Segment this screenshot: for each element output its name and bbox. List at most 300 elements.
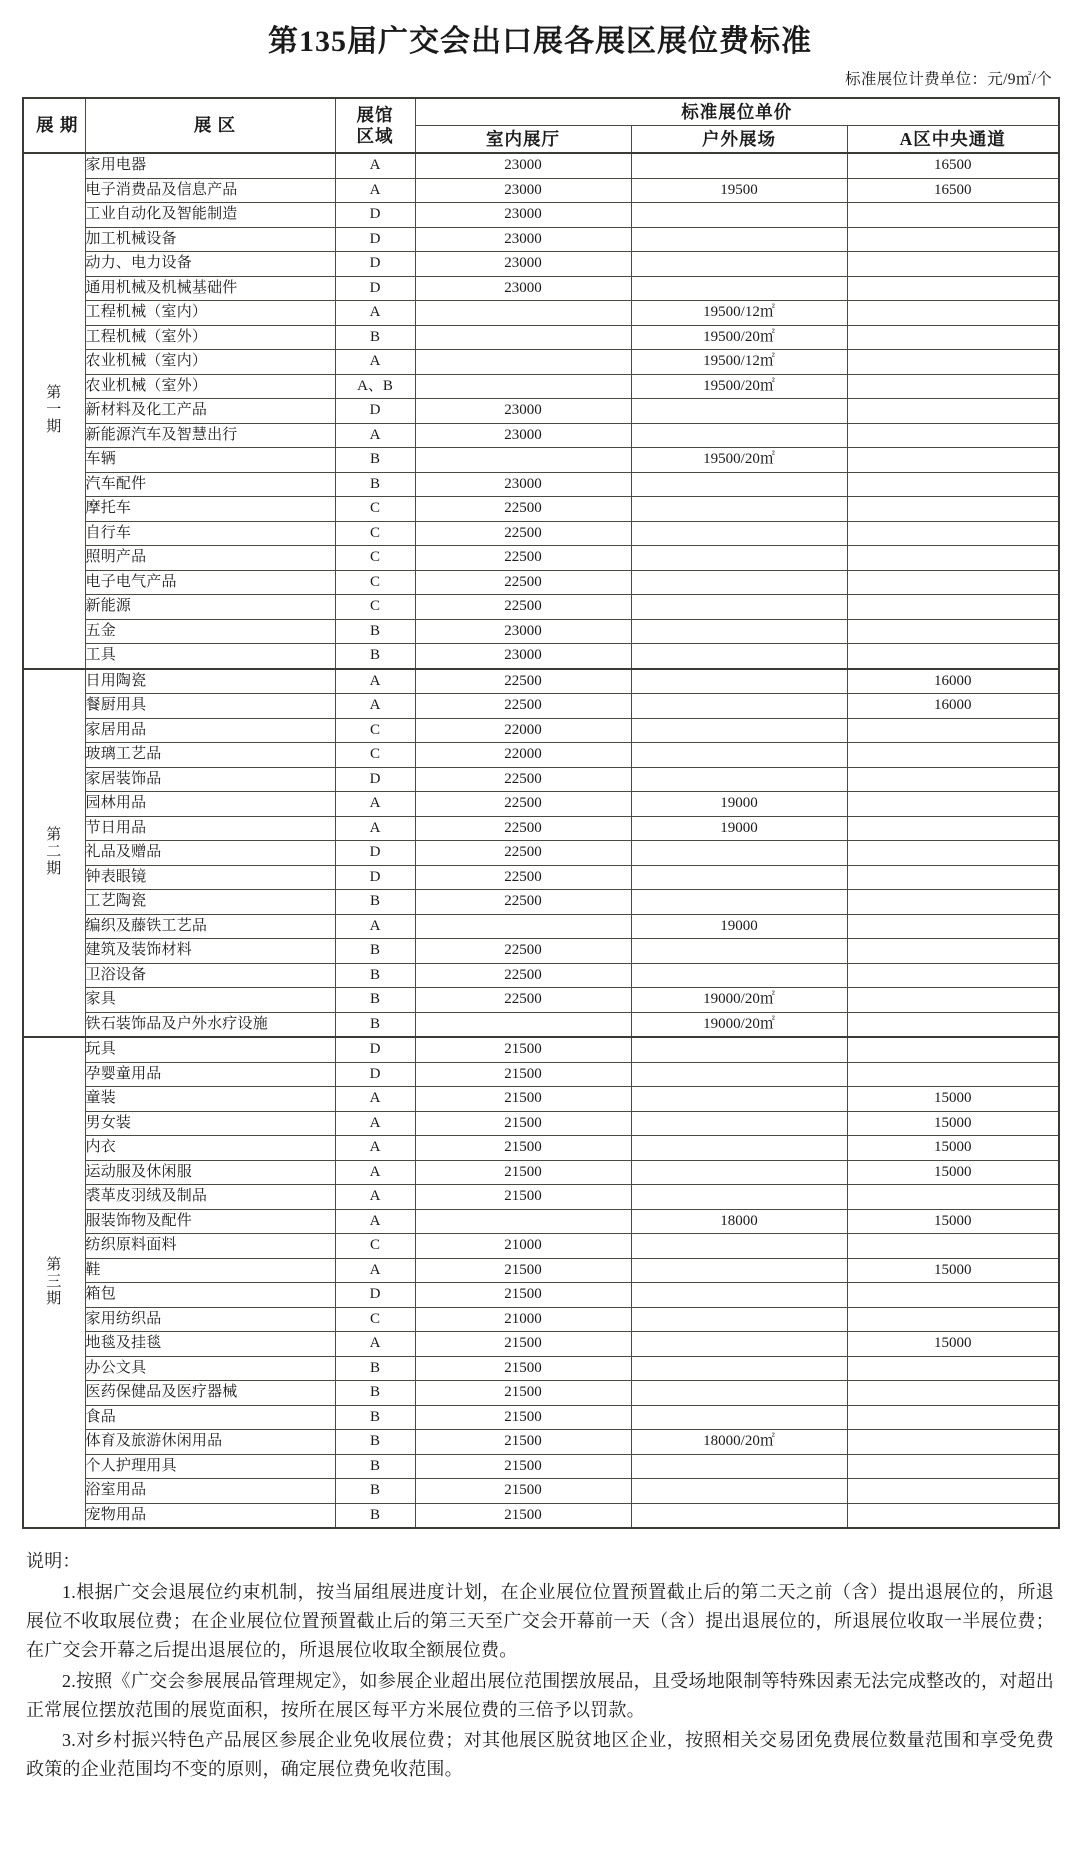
hall-area-cell: B (335, 1356, 415, 1381)
central-price-cell (847, 1307, 1059, 1332)
central-price-cell: 16000 (847, 694, 1059, 719)
table-body (23, 153, 1059, 1528)
indoor-price-cell: 21500 (415, 1332, 631, 1357)
indoor-price-cell: 23000 (415, 276, 631, 301)
hall-area-cell: A (335, 1258, 415, 1283)
outdoor-price-cell (631, 1062, 847, 1087)
hall-area-cell: A (335, 1332, 415, 1357)
central-price-cell (847, 227, 1059, 252)
indoor-price-cell: 22500 (415, 570, 631, 595)
table-row (23, 1087, 1059, 1112)
central-price-cell (847, 1062, 1059, 1087)
indoor-price-cell: 22500 (415, 792, 631, 817)
zone-cell: 宠物用品 (85, 1503, 335, 1528)
zone-cell: 加工机械设备 (85, 227, 335, 252)
indoor-price-cell: 21500 (415, 1503, 631, 1528)
table-row (23, 1185, 1059, 1210)
indoor-price-cell: 21500 (415, 1454, 631, 1479)
unit-note: 标准展位计费单位：元/9㎡/个 (845, 71, 1052, 88)
zone-cell: 日用陶瓷 (85, 669, 335, 694)
table-row (23, 963, 1059, 988)
indoor-price-cell: 21500 (415, 1430, 631, 1455)
central-price-cell (847, 914, 1059, 939)
outdoor-price-cell (631, 767, 847, 792)
hall-area-cell: A (335, 1185, 415, 1210)
zone-cell: 办公文具 (85, 1356, 335, 1381)
zone-cell: 家具 (85, 988, 335, 1013)
table-row (23, 497, 1059, 522)
hall-area-cell: A (335, 1209, 415, 1234)
central-price-cell (847, 890, 1059, 915)
notes-title: 说明： (26, 1551, 81, 1571)
outdoor-price-cell (631, 546, 847, 571)
page-title: 第135届广交会出口展各展区展位费标准 (268, 25, 812, 58)
notes-list (26, 1578, 1054, 1784)
table-row (23, 423, 1059, 448)
zone-cell: 照明产品 (85, 546, 335, 571)
outdoor-price-cell (631, 472, 847, 497)
outdoor-price-cell (631, 1283, 847, 1308)
outdoor-price-cell: 19500 (631, 178, 847, 203)
outdoor-price-cell (631, 1234, 847, 1259)
central-price-cell: 15000 (847, 1111, 1059, 1136)
indoor-price-cell: 21000 (415, 1307, 631, 1332)
outdoor-price-cell (631, 595, 847, 620)
zone-cell: 新能源汽车及智慧出行 (85, 423, 335, 448)
indoor-price-cell: 22000 (415, 718, 631, 743)
central-price-cell: 15000 (847, 1136, 1059, 1161)
zone-cell: 农业机械（室外） (85, 374, 335, 399)
table-row (23, 914, 1059, 939)
zone-cell: 地毯及挂毯 (85, 1332, 335, 1357)
outdoor-price-cell (631, 1185, 847, 1210)
indoor-price-cell: 23000 (415, 178, 631, 203)
table-row (23, 792, 1059, 817)
zone-cell: 工艺陶瓷 (85, 890, 335, 915)
zone-cell: 家居装饰品 (85, 767, 335, 792)
central-price-cell (847, 841, 1059, 866)
zone-cell: 裘革皮羽绒及制品 (85, 1185, 335, 1210)
table-row (23, 865, 1059, 890)
table-row (23, 694, 1059, 719)
hall-area-cell: B (335, 1012, 415, 1037)
hall-area-cell: A (335, 1136, 415, 1161)
hall-area-cell: B (335, 448, 415, 473)
indoor-price-cell: 22500 (415, 841, 631, 866)
hall-area-cell: C (335, 497, 415, 522)
table-row (23, 743, 1059, 768)
zone-cell: 医药保健品及医疗器械 (85, 1381, 335, 1406)
central-price-cell (847, 1381, 1059, 1406)
central-price-cell (847, 276, 1059, 301)
hall-area-cell: B (335, 472, 415, 497)
central-price-cell (847, 619, 1059, 644)
central-price-cell (847, 301, 1059, 326)
indoor-price-cell: 21000 (415, 1234, 631, 1259)
table-row (23, 1160, 1059, 1185)
zone-cell: 家用纺织品 (85, 1307, 335, 1332)
central-price-cell (847, 252, 1059, 277)
zone-cell: 钟表眼镜 (85, 865, 335, 890)
note-item: 1.根据广交会退展位约束机制，按当届组展进度计划，在企业展位位置预置截止后的第二天之前（含）提出退展位的，所退展位不收取展位费；在企业展位位置预置截止后的第三天至广交会开幕前一天（含）提出退展位的，所退展位收取一半展位费；在广交会开幕之后提出退展位的，所退展位收取全额展位费。 (26, 1582, 1054, 1661)
outdoor-price-cell (631, 423, 847, 448)
zone-cell: 玻璃工艺品 (85, 743, 335, 768)
zone-cell: 食品 (85, 1405, 335, 1430)
table-row (23, 718, 1059, 743)
indoor-price-cell (415, 374, 631, 399)
central-price-cell (847, 448, 1059, 473)
central-price-cell: 15000 (847, 1087, 1059, 1112)
column-header-central: A区中央通道 (847, 126, 1059, 154)
hall-area-cell: C (335, 546, 415, 571)
zone-cell: 工业自动化及智能制造 (85, 203, 335, 228)
zone-cell: 动力、电力设备 (85, 252, 335, 277)
hall-area-cell: A (335, 1111, 415, 1136)
hall-area-cell: C (335, 1234, 415, 1259)
outdoor-price-cell: 19500/12㎡ (631, 301, 847, 326)
outdoor-price-cell: 19000 (631, 914, 847, 939)
zone-cell: 浴室用品 (85, 1479, 335, 1504)
outdoor-price-cell: 19000/20㎡ (631, 1012, 847, 1037)
table-row (23, 1332, 1059, 1357)
central-price-cell (847, 1037, 1059, 1062)
column-header-period: 展 期 (23, 98, 85, 153)
period-cell (23, 669, 85, 1038)
table-row (23, 521, 1059, 546)
zone-cell: 孕婴童用品 (85, 1062, 335, 1087)
indoor-price-cell: 22500 (415, 890, 631, 915)
table-row (23, 301, 1059, 326)
column-header-hall-area (335, 98, 415, 153)
outdoor-price-cell: 19000 (631, 792, 847, 817)
note-item: 3.对乡村振兴特色产品展区参展企业免收展位费；对其他展区脱贫地区企业，按照相关交易团免费展位数量范围和享受免费政策的企业范围均不变的原则，确定展位费免收范围。 (26, 1729, 1054, 1780)
table-row (23, 816, 1059, 841)
hall-area-line1: 展馆 (356, 105, 394, 126)
outdoor-price-cell (631, 227, 847, 252)
table-row (23, 1062, 1059, 1087)
column-header-price-group: 标准展位单价 (415, 98, 1059, 126)
zone-cell: 车辆 (85, 448, 335, 473)
zone-cell: 运动服及休闲服 (85, 1160, 335, 1185)
hall-area-cell: D (335, 399, 415, 424)
outdoor-price-cell (631, 1087, 847, 1112)
zone-cell: 农业机械（室内） (85, 350, 335, 375)
outdoor-price-cell (631, 252, 847, 277)
central-price-cell (847, 325, 1059, 350)
hall-area-cell: C (335, 718, 415, 743)
table-row (23, 1012, 1059, 1037)
indoor-price-cell: 21500 (415, 1037, 631, 1062)
indoor-price-cell: 21500 (415, 1405, 631, 1430)
indoor-price-cell: 23000 (415, 252, 631, 277)
table-row (23, 1234, 1059, 1259)
indoor-price-cell: 21500 (415, 1136, 631, 1161)
indoor-price-cell: 22500 (415, 939, 631, 964)
hall-area-cell: B (335, 1405, 415, 1430)
zone-cell: 工具 (85, 644, 335, 669)
table-row (23, 1503, 1059, 1528)
zone-cell: 节日用品 (85, 816, 335, 841)
hall-area-cell: D (335, 1283, 415, 1308)
indoor-price-cell: 22500 (415, 816, 631, 841)
central-price-cell: 16500 (847, 153, 1059, 178)
outdoor-price-cell (631, 865, 847, 890)
zone-cell: 内衣 (85, 1136, 335, 1161)
zone-cell: 新能源 (85, 595, 335, 620)
hall-area-cell: A (335, 153, 415, 178)
outdoor-price-cell (631, 1332, 847, 1357)
indoor-price-cell: 21500 (415, 1479, 631, 1504)
hall-area-cell: A (335, 669, 415, 694)
central-price-cell (847, 743, 1059, 768)
period-char: 第 (46, 1256, 63, 1273)
table-row (23, 1381, 1059, 1406)
indoor-price-cell: 22000 (415, 743, 631, 768)
table-row (23, 1454, 1059, 1479)
indoor-price-cell: 22500 (415, 963, 631, 988)
indoor-price-cell: 23000 (415, 203, 631, 228)
table-row (23, 1209, 1059, 1234)
zone-cell: 体育及旅游休闲用品 (85, 1430, 335, 1455)
outdoor-price-cell (631, 644, 847, 669)
indoor-price-cell: 21500 (415, 1283, 631, 1308)
period-char: 第 (46, 384, 63, 401)
hall-area-cell: A (335, 694, 415, 719)
table-row (23, 988, 1059, 1013)
hall-area-cell: D (335, 203, 415, 228)
hall-area-cell: A (335, 178, 415, 203)
hall-area-cell: B (335, 890, 415, 915)
period-char: 期 (46, 1291, 63, 1308)
outdoor-price-cell (631, 276, 847, 301)
zone-cell: 童装 (85, 1087, 335, 1112)
header-row-1 (23, 98, 1059, 126)
outdoor-price-cell (631, 1136, 847, 1161)
period-char: 三 (46, 1273, 63, 1290)
outdoor-price-cell (631, 1381, 847, 1406)
table-row (23, 767, 1059, 792)
central-price-cell (847, 350, 1059, 375)
outdoor-price-cell (631, 1356, 847, 1381)
central-price-cell: 15000 (847, 1209, 1059, 1234)
hall-area-cell: B (335, 619, 415, 644)
table-row (23, 399, 1059, 424)
hall-area-cell: D (335, 767, 415, 792)
outdoor-price-cell (631, 743, 847, 768)
zone-cell: 服装饰物及配件 (85, 1209, 335, 1234)
hall-area-cell: B (335, 939, 415, 964)
hall-area-cell: A、B (335, 374, 415, 399)
outdoor-price-cell (631, 1258, 847, 1283)
hall-area-cell: B (335, 644, 415, 669)
central-price-cell (847, 374, 1059, 399)
zone-cell: 餐厨用具 (85, 694, 335, 719)
hall-area-cell: D (335, 865, 415, 890)
outdoor-price-cell (631, 1037, 847, 1062)
hall-area-cell: A (335, 423, 415, 448)
hall-area-cell: B (335, 988, 415, 1013)
indoor-price-cell: 21500 (415, 1111, 631, 1136)
table-row (23, 939, 1059, 964)
hall-area-cell: B (335, 963, 415, 988)
table-row (23, 1258, 1059, 1283)
central-price-cell (847, 644, 1059, 669)
indoor-price-cell: 22500 (415, 767, 631, 792)
hall-area-cell: D (335, 227, 415, 252)
central-price-cell (847, 988, 1059, 1013)
table-row (23, 1283, 1059, 1308)
hall-area-cell: B (335, 1381, 415, 1406)
hall-area-cell: A (335, 914, 415, 939)
central-price-cell (847, 595, 1059, 620)
hall-area-cell: B (335, 325, 415, 350)
hall-area-cell: A (335, 792, 415, 817)
zone-cell: 汽车配件 (85, 472, 335, 497)
table-row (23, 669, 1059, 694)
hall-area-cell: D (335, 1037, 415, 1062)
central-price-cell (847, 570, 1059, 595)
hall-area-cell: A (335, 816, 415, 841)
indoor-price-cell: 22500 (415, 595, 631, 620)
zone-cell: 电子消费品及信息产品 (85, 178, 335, 203)
central-price-cell (847, 423, 1059, 448)
zone-cell: 建筑及装饰材料 (85, 939, 335, 964)
table-row (23, 276, 1059, 301)
outdoor-price-cell: 19500/20㎡ (631, 325, 847, 350)
indoor-price-cell: 22500 (415, 546, 631, 571)
zone-cell: 通用机械及机械基础件 (85, 276, 335, 301)
outdoor-price-cell (631, 1503, 847, 1528)
outdoor-price-cell: 19000 (631, 816, 847, 841)
table-row (23, 1136, 1059, 1161)
hall-area-line2: 区域 (356, 125, 394, 146)
zone-cell: 五金 (85, 619, 335, 644)
central-price-cell: 16000 (847, 669, 1059, 694)
table-row (23, 325, 1059, 350)
indoor-price-cell (415, 325, 631, 350)
hall-area-cell: A (335, 350, 415, 375)
central-price-cell (847, 1185, 1059, 1210)
indoor-price-cell: 23000 (415, 227, 631, 252)
indoor-price-cell: 23000 (415, 472, 631, 497)
outdoor-price-cell (631, 1307, 847, 1332)
outdoor-price-cell (631, 1454, 847, 1479)
outdoor-price-cell (631, 939, 847, 964)
table-row (23, 178, 1059, 203)
central-price-cell: 15000 (847, 1160, 1059, 1185)
indoor-price-cell: 23000 (415, 399, 631, 424)
indoor-price-cell: 22500 (415, 865, 631, 890)
hall-area-cell: D (335, 276, 415, 301)
indoor-price-cell (415, 301, 631, 326)
outdoor-price-cell (631, 1479, 847, 1504)
central-price-cell (847, 1283, 1059, 1308)
zone-cell: 男女装 (85, 1111, 335, 1136)
central-price-cell (847, 963, 1059, 988)
hall-area-cell: B (335, 1454, 415, 1479)
zone-cell: 铁石装饰品及户外水疗设施 (85, 1012, 335, 1037)
table-row (23, 252, 1059, 277)
hall-area-cell: B (335, 1430, 415, 1455)
outdoor-price-cell (631, 1405, 847, 1430)
hall-area-cell: B (335, 1503, 415, 1528)
table-row (23, 1307, 1059, 1332)
outdoor-price-cell: 18000 (631, 1209, 847, 1234)
hall-area-cell: B (335, 1479, 415, 1504)
outdoor-price-cell (631, 963, 847, 988)
indoor-price-cell: 22500 (415, 988, 631, 1013)
central-price-cell (847, 1012, 1059, 1037)
note-item: 2.按照《广交会参展展品管理规定》，如参展企业超出展位范围摆放展品，且受场地限制等特殊因素无法完成整改的，对超出正常展位摆放范围的展览面积，按所在展区每平方米展位费的三倍予以罚款。 (26, 1670, 1054, 1720)
zone-cell: 纺织原料面料 (85, 1234, 335, 1259)
central-price-cell (847, 497, 1059, 522)
period-char: 第 (46, 826, 63, 843)
hall-area-cell: C (335, 743, 415, 768)
zone-cell: 家用电器 (85, 153, 335, 178)
hall-area-cell: A (335, 1087, 415, 1112)
central-price-cell (847, 521, 1059, 546)
outdoor-price-cell (631, 1111, 847, 1136)
outdoor-price-cell (631, 890, 847, 915)
table-head (23, 98, 1059, 153)
period-cell (23, 1037, 85, 1528)
central-price-cell (847, 1454, 1059, 1479)
table-row (23, 841, 1059, 866)
outdoor-price-cell (631, 718, 847, 743)
indoor-price-cell: 23000 (415, 644, 631, 669)
table-row (23, 1430, 1059, 1455)
central-price-cell (847, 1356, 1059, 1381)
central-price-cell: 15000 (847, 1332, 1059, 1357)
central-price-cell (847, 792, 1059, 817)
table-row (23, 153, 1059, 178)
zone-cell: 工程机械（室外） (85, 325, 335, 350)
booth-fee-table (22, 97, 1060, 1529)
table-row (23, 374, 1059, 399)
central-price-cell (847, 1430, 1059, 1455)
indoor-price-cell: 21500 (415, 1185, 631, 1210)
outdoor-price-cell (631, 521, 847, 546)
indoor-price-cell: 21500 (415, 1356, 631, 1381)
central-price-cell (847, 472, 1059, 497)
zone-cell: 鞋 (85, 1258, 335, 1283)
outdoor-price-cell (631, 619, 847, 644)
hall-area-cell: A (335, 1160, 415, 1185)
zone-cell: 摩托车 (85, 497, 335, 522)
table-row (23, 546, 1059, 571)
outdoor-price-cell: 18000/20㎡ (631, 1430, 847, 1455)
indoor-price-cell: 22500 (415, 694, 631, 719)
indoor-price-cell: 22500 (415, 497, 631, 522)
central-price-cell (847, 399, 1059, 424)
indoor-price-cell: 23000 (415, 619, 631, 644)
zone-cell: 玩具 (85, 1037, 335, 1062)
outdoor-price-cell (631, 399, 847, 424)
table-row (23, 570, 1059, 595)
central-price-cell (847, 767, 1059, 792)
table-row (23, 1479, 1059, 1504)
central-price-cell (847, 1405, 1059, 1430)
outdoor-price-cell: 19500/20㎡ (631, 374, 847, 399)
hall-area-cell: C (335, 595, 415, 620)
table-row (23, 472, 1059, 497)
period-cell (23, 153, 85, 669)
indoor-price-cell: 21500 (415, 1381, 631, 1406)
zone-cell: 家居用品 (85, 718, 335, 743)
table-row (23, 1356, 1059, 1381)
column-header-zone: 展 区 (85, 98, 335, 153)
hall-area-cell: A (335, 301, 415, 326)
